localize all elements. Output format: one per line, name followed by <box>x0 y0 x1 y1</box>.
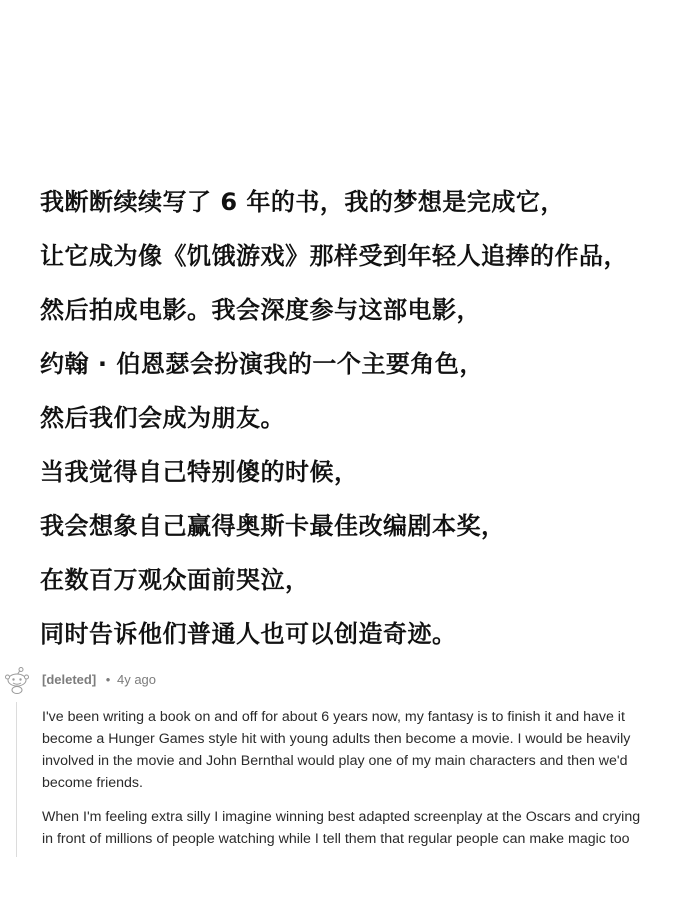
translation-line-5: 然后我们会成为朋友。 <box>40 404 285 432</box>
comment-line: When I'm feeling extra silly I imagine winning best adapted screenplay at the Oscars and crying <box>42 809 641 825</box>
comment-author[interactable]: [deleted] <box>42 672 97 687</box>
comment-line: in front of millions of people watching while I tell them that regular people can make magic too <box>42 831 630 847</box>
translation-line-9: 同时告诉他们普通人也可以创造奇迹。 <box>40 620 457 648</box>
comment-paragraph-2 <box>42 806 682 850</box>
snoo-avatar-icon[interactable] <box>4 666 30 694</box>
chinese-translation <box>40 175 680 661</box>
comment-line: involved in the movie and John Bernthal would play one of my main characters and then we'd <box>42 753 628 769</box>
translation-line-1: 我断断续续写了 6 年的书，我的梦想是完成它， <box>40 188 565 216</box>
comment-meta <box>42 672 156 687</box>
comment-line: become a Hunger Games style hit with young adults then become a movie. I would be heavily <box>42 731 631 747</box>
translation-line-7: 我会想象自己赢得奥斯卡最佳改编剧本奖， <box>40 512 506 540</box>
translation-line-3: 然后拍成电影。我会深度参与这部电影， <box>40 296 481 324</box>
translation-line-4: 约翰 · 伯恩瑟会扮演我的一个主要角色， <box>40 350 484 378</box>
thread-line[interactable] <box>16 702 17 857</box>
translation-line-8: 在数百万观众面前哭泣， <box>40 566 310 594</box>
comment-age: 4y ago <box>116 672 157 687</box>
comment-line: become friends. <box>42 775 143 791</box>
comment-body <box>42 706 682 862</box>
reddit-comment <box>0 662 690 860</box>
translation-line-6: 当我觉得自己特别傻的时候， <box>40 458 359 486</box>
translation-line-2: 让它成为像《饥饿游戏》那样受到年轻人追捧的作品， <box>40 242 628 270</box>
meta-separator: • <box>105 672 111 687</box>
comment-line: I've been writing a book on and off for about 6 years now, my fantasy is to finish it and have it <box>42 709 625 725</box>
comment-paragraph-1 <box>42 706 682 794</box>
